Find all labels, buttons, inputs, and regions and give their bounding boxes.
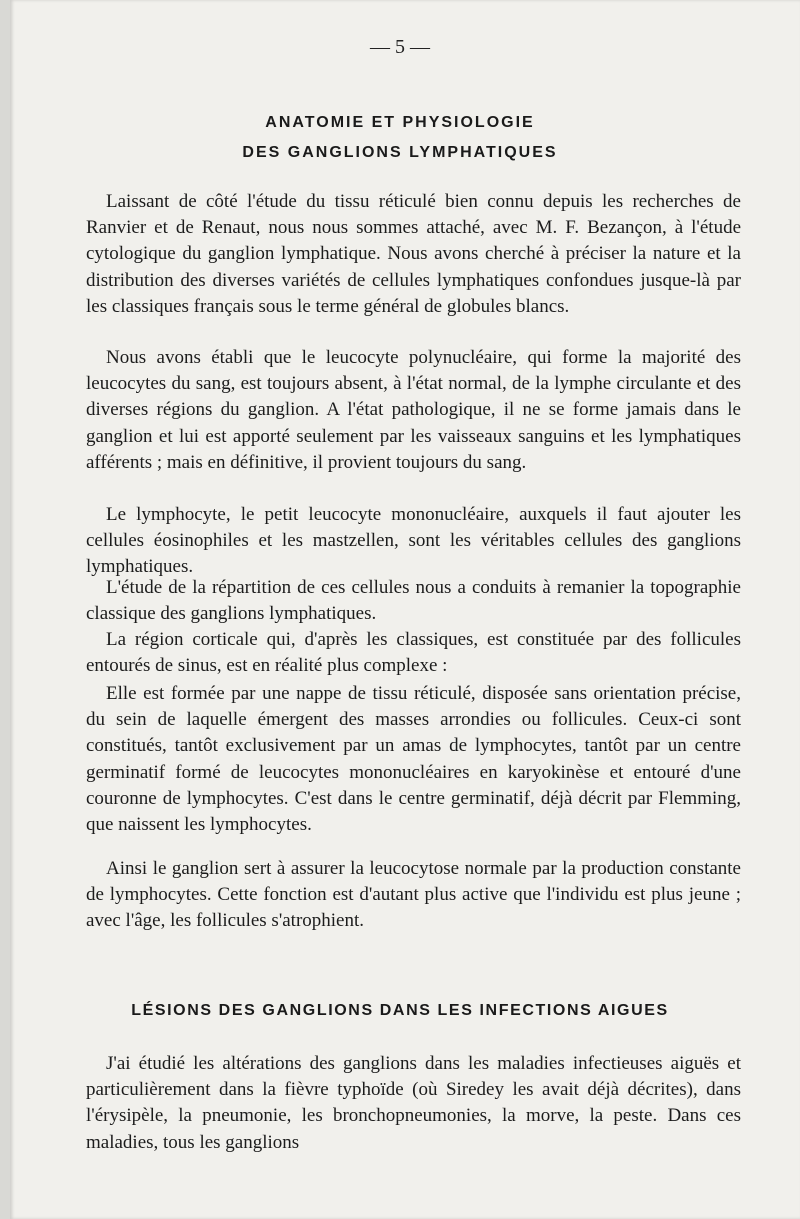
title-line-1: ANATOMIE ET PHYSIOLOGIE <box>265 114 535 131</box>
paragraph-3: Le lymphocyte, le petit leucocyte mononucléaire, auxquels il faut ajouter les cellules éosinophiles et les mastzellen, sont les véritables cellules des ganglions lymphatiques. <box>86 504 741 578</box>
paragraph-2: Nous avons établi que le leucocyte polynucléaire, qui forme la majorité des leucocytes du sang, est toujours absent, à l'état normal, de la lymphe circulante et des diverses régions du ganglion. A l'état pathologique, il ne se forme jamais dans le ganglion et lui est apporté seulement par les vaisseaux sanguins et les lymphatiques afférents ; mais en définitive, il provient toujours du sang. <box>86 347 741 473</box>
paragraph-5: La région corticale qui, d'après les classiques, est constituée par des follicules entourés de sinus, est en réalité plus complexe : <box>86 629 741 677</box>
paragraph-8: J'ai étudié les altérations des ganglions dans les maladies infectieuses aiguës et particulièrement dans la fièvre typhoïde (où Siredey les avait déjà décrites), dans l'érysipèle, la pneumonie, les bronchopneumonies, la morve, la peste. Dans ces maladies, tous les ganglions <box>86 1053 741 1153</box>
paragraph-6: Elle est formée par une nappe de tissu réticulé, disposée sans orientation précise, du sein de laquelle émergent des masses arrondies ou follicules. Ceux-ci sont constitués, tantôt exclusivement par un amas de lymphocytes, tantôt par un centre germinatif formé de leucocytes mononucléaires en karyokinèse et entouré d'une couronne de lymphocytes. C'est dans le centre germinatif, déjà décrit par Flemming, que naissent les lymphocytes. <box>86 683 741 836</box>
section-title: LÉSIONS DES GANGLIONS DANS LES INFECTIONS AIGUES <box>131 1002 669 1019</box>
title-line-2: DES GANGLIONS LYMPHATIQUES <box>242 144 558 161</box>
paragraph-4: L'étude de la répartition de ces cellules nous a conduits à remanier la topographie classique des ganglions lymphatiques. <box>86 577 741 625</box>
paragraph-1: Laissant de côté l'étude du tissu réticulé bien connu depuis les recherches de Ranvier et de Renaut, nous nous sommes attaché, avec M. F. Bezançon, à l'étude cytologique du ganglion lymphatique. Nous avons cherché à préciser la nature et la distribution des diverses variétés de cellules lymphatiques confondues jusque-là par les classiques français sous le terme général de globules blancs. <box>86 191 741 317</box>
page-number: — 5 — <box>370 36 430 58</box>
paragraph-7: Ainsi le ganglion sert à assurer la leucocytose normale par la production constante de lymphocytes. Cette fonction est d'autant plus active que l'individu est plus jeune ; avec l'âge, les follicules s'atrophient. <box>86 858 741 932</box>
